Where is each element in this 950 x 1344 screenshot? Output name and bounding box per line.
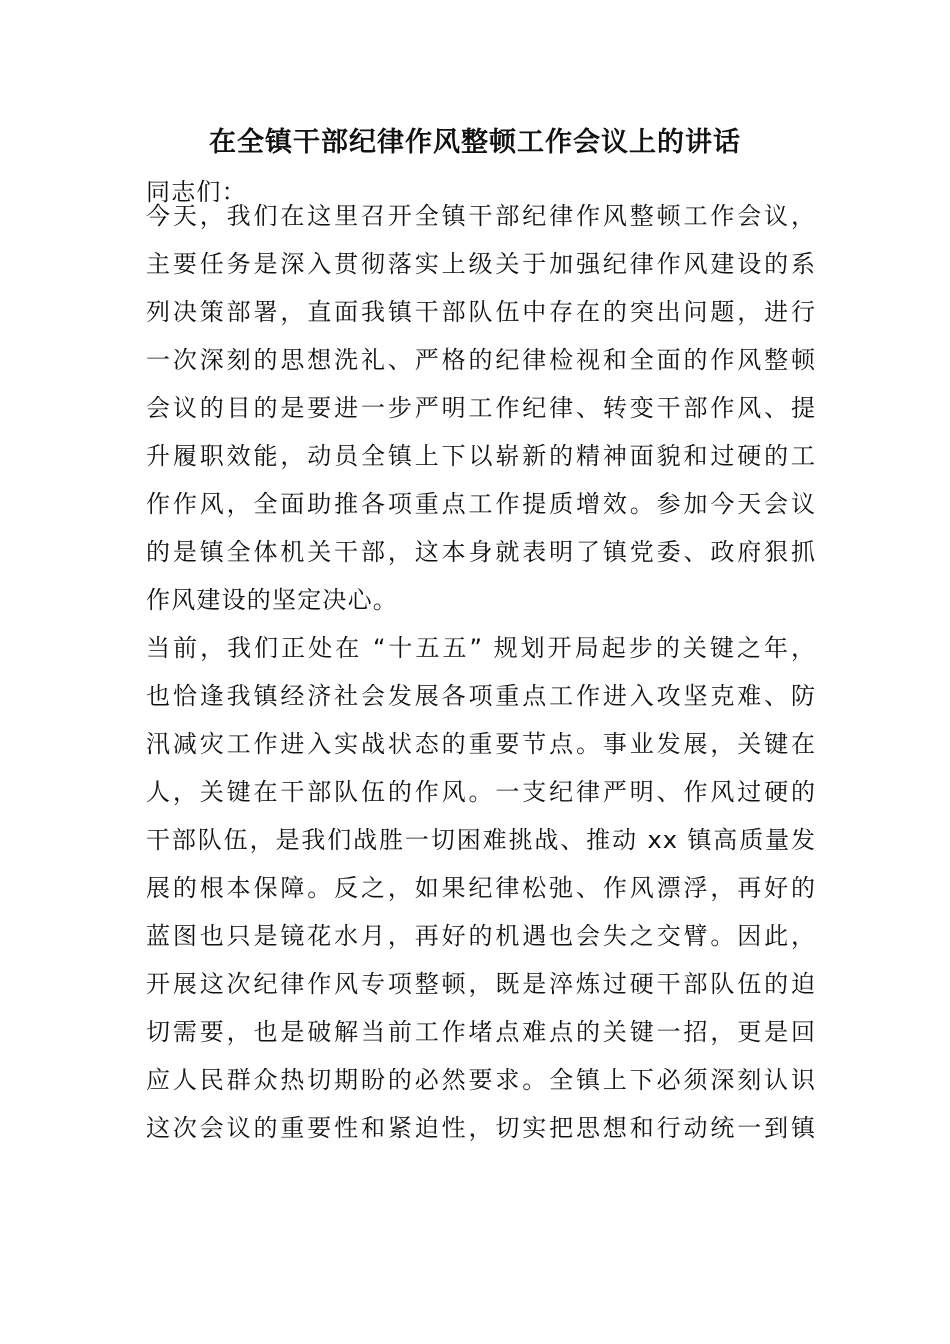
document-title: 在全镇干部纪律作风整顿工作会议上的讲话 — [209, 127, 741, 158]
paragraph-line: 应人民群众热切期盼的必然要求。全镇上下必须深刻认识 — [146, 1066, 816, 1094]
paragraph-line: 汛减灾工作进入实战状态的重要节点。事业发展，关键在 — [146, 730, 816, 758]
paragraph-line: 这次会议的重要性和紧迫性，切实把思想和行动统一到镇 — [146, 1114, 816, 1142]
paragraph-line: 列决策部署，直面我镇干部队伍中存在的突出问题，进行 — [146, 298, 816, 326]
paragraph-line: 的是镇全体机关干部，这本身就表明了镇党委、政府狠抓 — [146, 538, 816, 566]
paragraph-line: 一次深刻的思想洗礼、严格的纪律检视和全面的作风整顿 — [146, 346, 816, 374]
paragraph-line: 人，关键在干部队伍的作风。一支纪律严明、作风过硬的 — [146, 778, 816, 806]
paragraph-line: 主要任务是深入贯彻落实上级关于加强纪律作风建设的系 — [146, 250, 816, 278]
paragraph-line: 作作风，全面助推各项重点工作提质增效。参加今天会议 — [146, 490, 816, 518]
paragraph-line: 干部队伍，是我们战胜一切困难挑战、推动 xx 镇高质量发 — [146, 826, 816, 854]
paragraph-line: 作风建设的坚定决心。 — [146, 586, 398, 614]
salutation: 同志们： — [146, 178, 247, 206]
paragraph-line: 会议的目的是要进一步严明工作纪律、转变干部作风、提 — [146, 394, 816, 422]
paragraph-line: 也恰逢我镇经济社会发展各项重点工作进入攻坚克难、防 — [146, 682, 816, 710]
paragraph-line: 开展这次纪律作风专项整顿，既是淬炼过硬干部队伍的迫 — [146, 970, 816, 998]
paragraph-line: 展的根本保障。反之，如果纪律松弛、作风漂浮，再好的 — [146, 874, 816, 902]
paragraph-line: 今天，我们在这里召开全镇干部纪律作风整顿工作会议， — [146, 202, 816, 230]
paragraph-line: 当前，我们正处在 “十五五” 规划开局起步的关键之年， — [146, 634, 816, 662]
paragraph-line: 切需要，也是破解当前工作堵点难点的关键一招，更是回 — [146, 1018, 816, 1046]
paragraph-line: 蓝图也只是镜花水月，再好的机遇也会失之交臂。因此， — [146, 922, 816, 950]
paragraph-line: 升履职效能，动员全镇上下以崭新的精神面貌和过硬的工 — [146, 442, 816, 470]
